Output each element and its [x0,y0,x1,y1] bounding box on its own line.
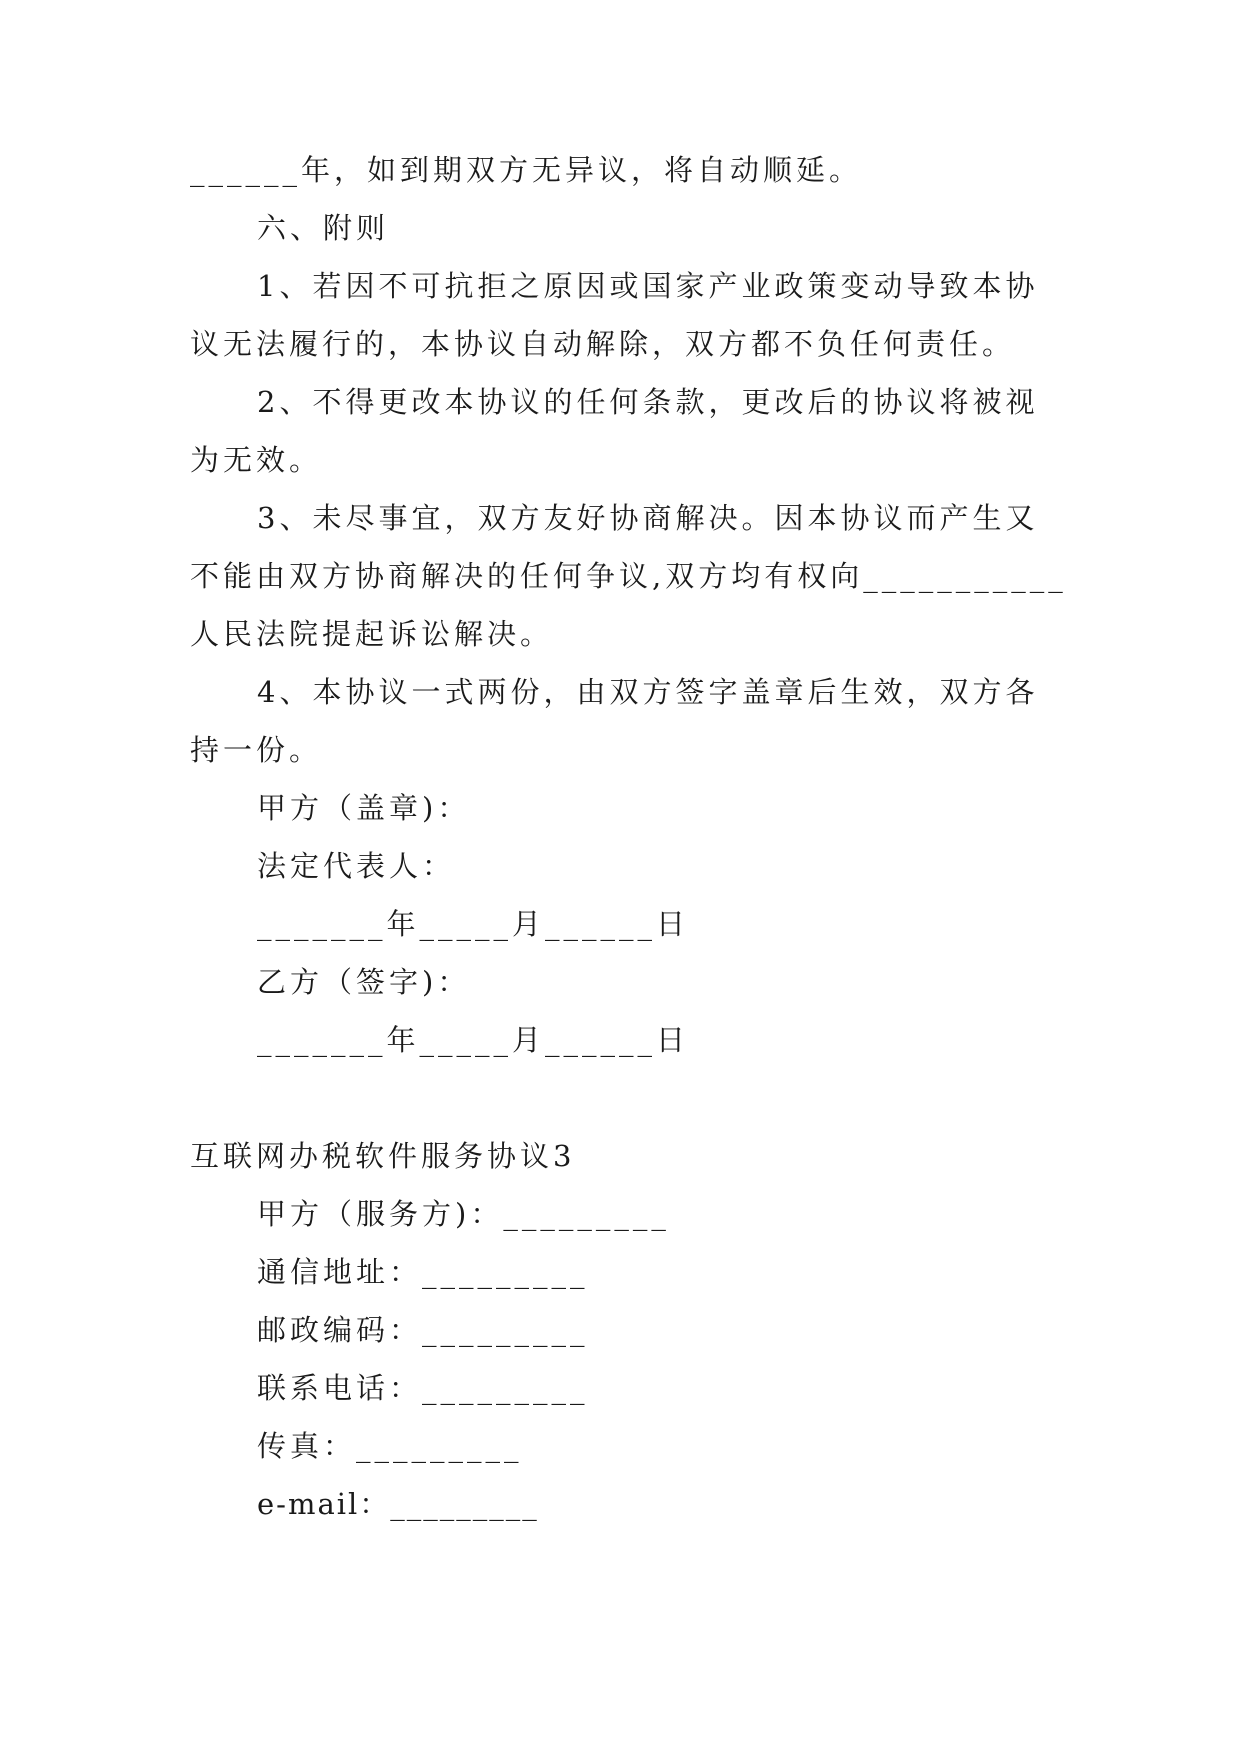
date-line: _______年_____月______日 [257,1023,690,1057]
date-line: _______年_____月______日 [257,907,690,941]
text-line: 人民法院提起诉讼解决。 [190,617,554,651]
signature-party-b: 乙方（签字)： [257,965,471,999]
text-line: 4、本协议一式两份，由双方签字盖章后生效，双方各 [257,675,1039,709]
phone-field: 联系电话：_________ [257,1371,589,1405]
legal-representative: 法定代表人： [257,849,456,883]
signature-party-a: 甲方（盖章)： [257,791,471,825]
text-line: 不能由双方协商解决的任何争议,双方均有权向___________ [190,559,1067,593]
party-a-field: 甲方（服务方)：_________ [257,1197,670,1231]
text-line: 议无法履行的，本协议自动解除，双方都不负任何责任。 [190,327,1016,361]
text-line: 2、不得更改本协议的任何条款，更改后的协议将被视 [257,385,1039,419]
postcode-field: 邮政编码：_________ [257,1313,589,1347]
text-line: ______年，如到期双方无异议，将自动顺延。 [190,153,863,187]
text-line: 为无效。 [190,443,323,477]
email-field: e-mail：_________ [257,1487,539,1521]
text-line: 3、未尽事宜，双方友好协商解决。因本协议而产生又 [257,501,1039,535]
fax-field: 传真：_________ [257,1429,523,1463]
document-title: 互联网办税软件服务协议3 [190,1139,576,1173]
text-line: 1、若因不可抗拒之原因或国家产业政策变动导致本协 [257,269,1039,303]
text-line: 持一份。 [190,733,323,767]
section-heading: 六、附则 [257,211,390,245]
address-field: 通信地址：_________ [257,1255,589,1289]
